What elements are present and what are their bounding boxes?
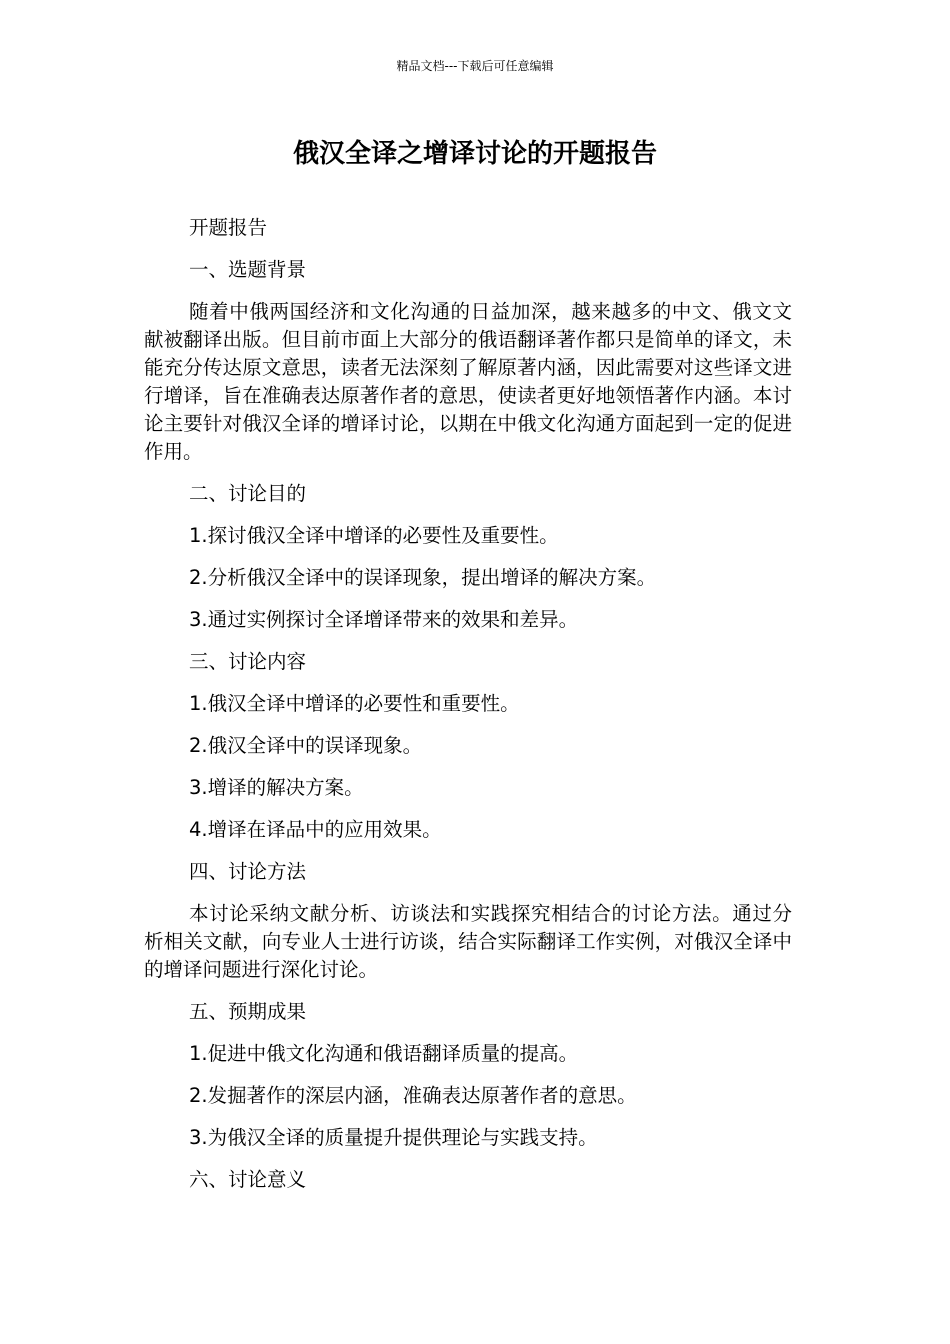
paragraph-background: 随着中俄两国经济和文化沟通的日益加深，越来越多的中文、俄文文献被翻译出版。但目前市面上大部分的俄语翻译著作都只是简单的译文，未能充分传达原文意思，读者无法深刻了解原著内涵，因此需要对这些译文进行增译，旨在准确表达原著作者的意思，使读者更好地领悟著作内涵。本讨论主要针对俄汉全译的增译讨论，以期在中俄文化沟通方面起到一定的促进作用。: [144, 300, 792, 463]
list-item-content-1: 1.俄汉全译中增译的必要性和重要性。: [189, 692, 520, 715]
list-item-outcome-1: 1.促进中俄文化沟通和俄语翻译质量的提高。: [189, 1042, 579, 1065]
list-item-content-2: 2.俄汉全译中的误译现象。: [189, 734, 423, 757]
header-note: 精品文档---下载后可任意编辑: [396, 59, 554, 73]
list-item-purpose-2: 2.分析俄汉全译中的误译现象，提出增译的解决方案。: [189, 566, 657, 589]
list-item-content-4: 4.增译在译品中的应用效果。: [189, 818, 442, 841]
paragraph-method: 本讨论采纳文献分析、访谈法和实践探究相结合的讨论方法。通过分析相关文献，向专业人士进行访谈，结合实际翻译工作实例，对俄汉全译中的增译问题进行深化讨论。: [144, 902, 792, 981]
list-item-content-3: 3.增译的解决方案。: [189, 776, 364, 799]
section-heading-background: 一、选题背景: [189, 258, 307, 281]
section-heading-significance: 六、讨论意义: [189, 1168, 307, 1191]
paragraph-report-label: 开题报告: [189, 216, 268, 239]
section-heading-purpose: 二、讨论目的: [189, 482, 307, 505]
document-title: 俄汉全译之增译讨论的开题报告: [292, 139, 657, 169]
section-heading-content: 三、讨论内容: [189, 650, 307, 673]
section-heading-outcomes: 五、预期成果: [189, 1000, 307, 1023]
list-item-purpose-3: 3.通过实例探讨全译增译带来的效果和差异。: [189, 608, 579, 631]
section-heading-method: 四、讨论方法: [189, 860, 307, 883]
list-item-purpose-1: 1.探讨俄汉全译中增译的必要性及重要性。: [189, 524, 559, 547]
list-item-outcome-2: 2.发掘著作的深层内涵，准确表达原著作者的意思。: [189, 1084, 637, 1107]
list-item-outcome-3: 3.为俄汉全译的质量提升提供理论与实践支持。: [189, 1126, 598, 1149]
document-body: [144, 214, 792, 1208]
